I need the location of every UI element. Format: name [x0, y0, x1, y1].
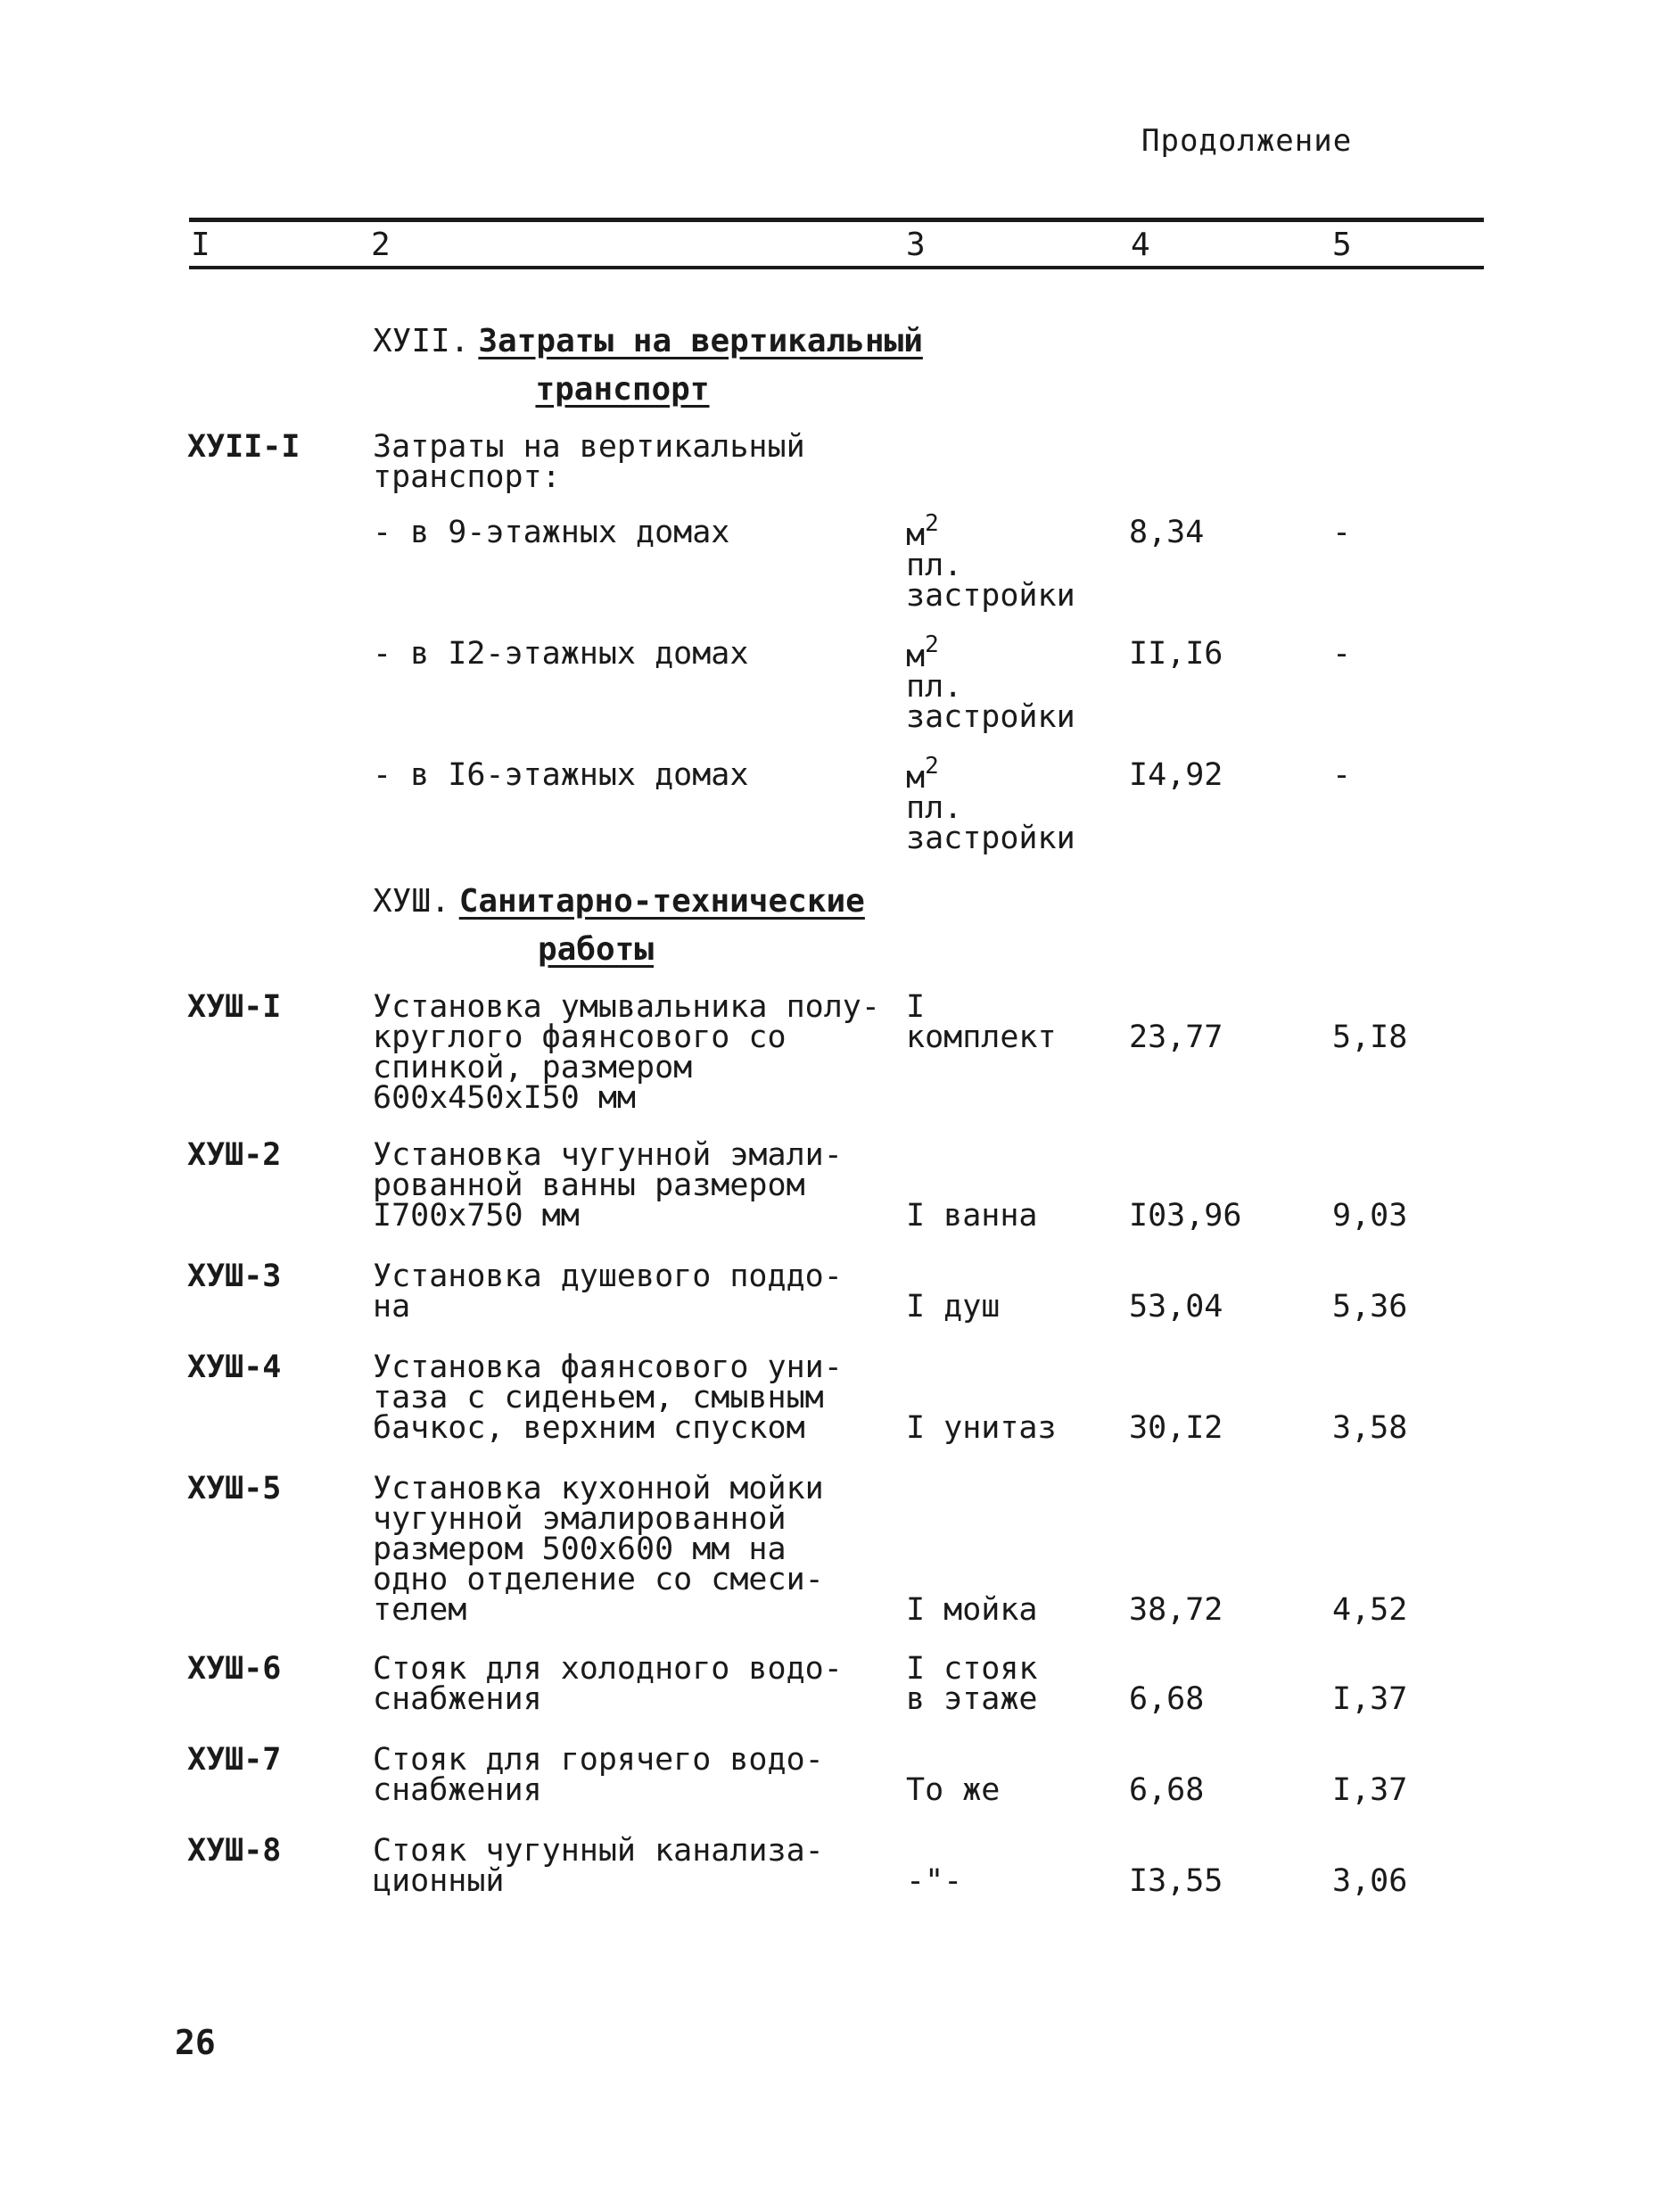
- column-number-4: 4: [1131, 227, 1150, 263]
- description-line: одно отделение со смеси-: [373, 1562, 824, 1597]
- description-line: - в 9-этажных домах: [373, 515, 730, 550]
- row-value: 53,04: [1129, 1289, 1223, 1325]
- unit-line: застройки: [906, 821, 1075, 856]
- description-line: Установка фаянсового уни-: [373, 1349, 843, 1385]
- row-description: [373, 1259, 908, 1325]
- description-line: чугунной эмалированной: [373, 1501, 787, 1537]
- section-title-line: Санитарно-технические: [458, 883, 865, 920]
- row-value: 6,68: [1129, 1772, 1205, 1808]
- row-description: [373, 1471, 908, 1628]
- row-description: [373, 517, 908, 548]
- row-extra: I,37: [1332, 1772, 1408, 1808]
- row-code: ХУШ-3: [187, 1259, 282, 1294]
- unit-line: застройки: [906, 578, 1075, 614]
- unit-line: I ванна: [906, 1198, 1038, 1234]
- row-value: I3,55: [1129, 1863, 1223, 1899]
- description-line: Стояк для холодного водо-: [373, 1651, 843, 1687]
- row-extra: -: [1332, 515, 1352, 550]
- row-extra: 5,36: [1332, 1289, 1408, 1325]
- row-description: [373, 1349, 908, 1446]
- row-unit: [906, 989, 1111, 1055]
- unit-line: м: [906, 760, 926, 796]
- description-line: транспорт:: [373, 459, 561, 495]
- section-title-line: работы: [537, 931, 655, 968]
- row-extra: 3,06: [1332, 1863, 1408, 1899]
- row-description: [373, 1833, 908, 1899]
- unit-superscript: 2: [925, 510, 939, 537]
- row-unit: [906, 1289, 1111, 1325]
- unit-superscript: 2: [925, 753, 939, 780]
- unit-line: -"-: [906, 1863, 963, 1899]
- description-line: - в I2-этажных домах: [373, 636, 749, 672]
- description-line: Стояк для горячего водо-: [373, 1742, 824, 1778]
- unit-line: в этаже: [906, 1681, 1038, 1717]
- column-number-2: 2: [371, 227, 391, 263]
- description-line: Установка кухонной мойки: [373, 1471, 824, 1506]
- header-rule-bottom: [189, 266, 1484, 269]
- description-line: круглого фаянсового со: [373, 1019, 787, 1055]
- row-code: ХУШ-8: [187, 1833, 282, 1869]
- description-line: 600х450хI50 мм: [373, 1080, 637, 1116]
- row-extra: I,37: [1332, 1681, 1408, 1717]
- description-line: снабжения: [373, 1772, 542, 1808]
- row-extra: -: [1332, 757, 1352, 793]
- section-title-line: транспорт: [535, 371, 710, 408]
- header-rule-top: [189, 218, 1484, 222]
- description-line: спинкой, размером: [373, 1050, 693, 1085]
- column-number-1: I: [191, 227, 210, 263]
- row-unit: [906, 1410, 1111, 1446]
- description-line: Затраты на вертикальный: [373, 429, 805, 465]
- row-code: ХУШ-2: [187, 1137, 282, 1173]
- unit-line: I мойка: [906, 1592, 1038, 1628]
- description-line: Установка душевого поддо-: [373, 1259, 843, 1294]
- row-value: I4,92: [1129, 757, 1223, 793]
- row-code: ХУШ-7: [187, 1742, 282, 1778]
- description-line: бачкос, верхним спуском: [373, 1410, 805, 1446]
- row-value: 38,72: [1129, 1592, 1223, 1628]
- section-title: [373, 878, 943, 974]
- section-roman: ХУШ.: [373, 883, 450, 920]
- row-code: ХУШ-4: [187, 1349, 282, 1385]
- row-description: [373, 989, 908, 1116]
- row-unit: [906, 1592, 1111, 1628]
- unit-superscript: 2: [925, 631, 939, 658]
- row-description: [373, 757, 908, 793]
- description-line: I700х750 мм: [373, 1198, 580, 1234]
- unit-line: I: [906, 989, 926, 1025]
- row-extra: 9,03: [1332, 1198, 1408, 1234]
- unit-line: застройки: [906, 699, 1075, 735]
- row-extra: 3,58: [1332, 1410, 1408, 1446]
- row-description: [373, 1742, 908, 1808]
- row-unit: [906, 1198, 1111, 1234]
- row-code: ХУШ-6: [187, 1651, 282, 1687]
- row-description: [373, 636, 908, 672]
- unit-line: пл.: [906, 790, 963, 826]
- row-extra: -: [1332, 636, 1352, 672]
- row-value: II,I6: [1129, 636, 1223, 672]
- unit-line: м: [906, 517, 926, 553]
- unit-line: I стояк: [906, 1651, 1038, 1687]
- description-line: размером 500х600 мм на: [373, 1531, 787, 1567]
- row-unit: [906, 1863, 1111, 1899]
- row-extra: 4,52: [1332, 1592, 1408, 1628]
- description-line: Стояк чугунный канализа-: [373, 1833, 824, 1869]
- row-extra: 5,I8: [1332, 1019, 1408, 1055]
- unit-line: комплект: [906, 1019, 1057, 1055]
- description-line: снабжения: [373, 1681, 542, 1717]
- row-description: [373, 429, 908, 495]
- section-roman: ХУII.: [373, 323, 470, 359]
- row-value: 8,34: [1129, 515, 1205, 550]
- description-line: - в I6-этажных домах: [373, 757, 749, 793]
- column-number-3: 3: [906, 227, 926, 263]
- continuation-label: Продолжение: [1141, 123, 1353, 159]
- row-code: ХУШ-I: [187, 989, 282, 1025]
- unit-line: пл.: [906, 669, 963, 705]
- row-value: 30,I2: [1129, 1410, 1223, 1446]
- unit-line: I унитаз: [906, 1410, 1057, 1446]
- row-unit: [906, 751, 1111, 854]
- row-unit: [906, 508, 1111, 614]
- row-description: [373, 1651, 908, 1717]
- description-line: Установка умывальника полу-: [373, 989, 880, 1025]
- unit-line: пл.: [906, 548, 963, 583]
- unit-line: То же: [906, 1772, 1001, 1808]
- column-number-5: 5: [1332, 227, 1352, 263]
- row-unit: [906, 1772, 1111, 1808]
- row-value: 23,77: [1129, 1019, 1223, 1055]
- unit-line: м: [906, 639, 926, 674]
- section-title: [373, 318, 943, 414]
- section-title-line: Затраты на вертикальный: [478, 323, 923, 359]
- row-value: 6,68: [1129, 1681, 1205, 1717]
- page-number: 26: [175, 2023, 216, 2062]
- row-unit: [906, 1651, 1111, 1717]
- description-line: таза с сиденьем, смывным: [373, 1380, 824, 1416]
- description-line: Установка чугунной эмали-: [373, 1137, 843, 1173]
- description-line: телем: [373, 1592, 467, 1628]
- description-line: ционный: [373, 1863, 505, 1899]
- row-value: I03,96: [1129, 1198, 1242, 1234]
- row-unit: [906, 630, 1111, 735]
- unit-line: I душ: [906, 1289, 1001, 1325]
- row-code: ХУII-I: [187, 429, 301, 465]
- row-code: ХУШ-5: [187, 1471, 282, 1506]
- description-line: на: [373, 1289, 411, 1325]
- row-description: [373, 1137, 908, 1234]
- description-line: рованной ванны размером: [373, 1168, 805, 1203]
